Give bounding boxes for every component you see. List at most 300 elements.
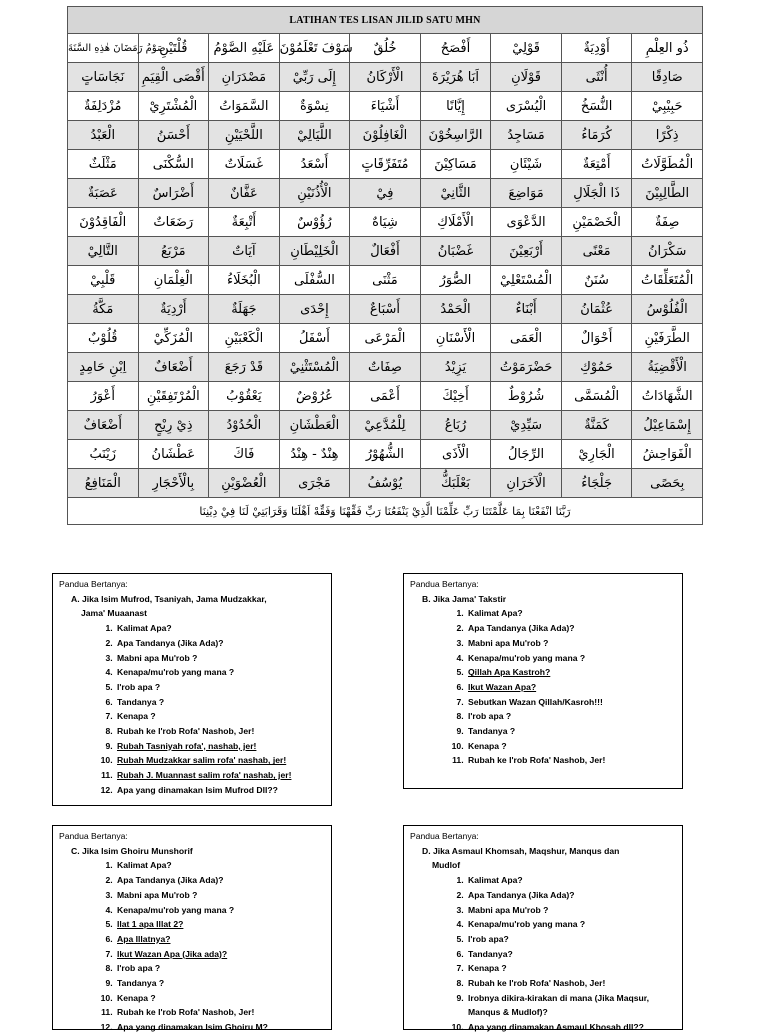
question-item (466, 932, 676, 947)
arabic-word: الْيُسْرَى (505, 98, 547, 114)
prayer-row (68, 498, 703, 525)
question-item (115, 621, 325, 636)
word-cell (279, 266, 350, 295)
word-cell (561, 208, 632, 237)
question-item (115, 680, 325, 695)
arabic-word: شَيْئَانِ (509, 156, 543, 172)
question-item (115, 917, 325, 932)
arabic-word: مَثْلَثٌ (88, 156, 117, 172)
arabic-word: أَعْمَى (370, 388, 400, 404)
arabic-word: نَجَاسَاتٍ (81, 69, 125, 85)
guide-box-d (403, 825, 683, 1033)
question-text: Rubah Tasniyah rofa', nashab, jer! (117, 740, 257, 751)
arabic-word: كَمَنَّةٌ (584, 417, 609, 433)
arabic-word: اَبَا هُرَيْرَةَ (432, 69, 479, 85)
word-cell (632, 208, 703, 237)
question-item (115, 739, 325, 754)
word-cell (279, 179, 350, 208)
table-row (68, 34, 703, 63)
word-cell (491, 208, 562, 237)
table-row (68, 92, 703, 121)
word-cell (350, 92, 421, 121)
question-text: Apa Tandanya (Jika Ada)? (468, 623, 575, 634)
arabic-word: أَعْوَرُ (90, 388, 115, 404)
word-cell (491, 382, 562, 411)
word-cell (68, 179, 139, 208)
question-text: Kenapa/mu'rob yang mana ? (117, 904, 235, 915)
guide-title: Pandua Bertanya: (59, 579, 128, 589)
word-cell (138, 266, 209, 295)
word-cell (420, 295, 491, 324)
question-text: Kenapa ? (117, 711, 156, 722)
word-cell (350, 295, 421, 324)
arabic-word: أَسْفَلُ (298, 330, 330, 346)
word-cell (632, 324, 703, 353)
table-row (68, 440, 703, 469)
word-cell (561, 266, 632, 295)
word-cell (491, 411, 562, 440)
word-cell (491, 121, 562, 150)
word-cell (491, 34, 562, 63)
arabic-word: اللَّيَالِيْ (297, 127, 332, 143)
vocabulary-table (67, 6, 703, 525)
question-text: I'rob apa ? (117, 963, 161, 974)
arabic-word: الْأُذُنَيْنِ (297, 185, 332, 201)
question-item (466, 888, 676, 903)
word-cell (279, 150, 350, 179)
arabic-word: الْجَارِيْ (578, 446, 615, 462)
arabic-word: الْحَمْدُ (440, 301, 471, 317)
arabic-word: الْأَسْنَانِ (435, 330, 476, 346)
arabic-word: مَثْنَى (372, 272, 398, 288)
word-cell (209, 469, 280, 498)
arabic-word: ذَا الْجَلَالِ (573, 185, 620, 201)
word-cell (420, 469, 491, 498)
arabic-word: السَّمَوَاتُ (219, 98, 269, 114)
word-cell (138, 237, 209, 266)
arabic-word: مَرْبَعُ (160, 243, 186, 259)
arabic-word: الْمُسْتَثْنِيْ (289, 359, 340, 375)
word-cell (209, 34, 280, 63)
arabic-word: الْأَقْضِيَةُ (647, 359, 687, 375)
arabic-word: الْحُدُوْدُ (226, 417, 262, 433)
word-cell (561, 63, 632, 92)
arabic-word: مُزْدَلِفَةٌ (84, 98, 122, 114)
question-item (115, 1020, 325, 1035)
arabic-word: الرَّاسِخُوْنَ (428, 127, 483, 143)
question-item (466, 917, 676, 932)
word-cell (138, 440, 209, 469)
question-item (115, 888, 325, 903)
guide-title: Pandua Bertanya: (410, 579, 479, 589)
guide-heading: Jama' Muaanast (81, 608, 148, 619)
word-cell (350, 469, 421, 498)
arabic-word: الْغَافِلُوْنَ (362, 127, 408, 143)
word-cell (420, 121, 491, 150)
word-cell (632, 266, 703, 295)
arabic-word: يَعْقُوْبُ (226, 388, 262, 404)
arabic-word: أُنْثَى (585, 69, 608, 85)
question-text: Rubah ke I'rob Rofa' Nashob, Jer! (468, 978, 606, 989)
question-item (115, 695, 325, 710)
arabic-word: أَفْصَحُ (440, 40, 471, 56)
word-cell (350, 63, 421, 92)
word-cell (279, 208, 350, 237)
word-cell (138, 150, 209, 179)
question-text: Apa Tandanya (Jika Ada)? (468, 889, 575, 900)
question-item (115, 651, 325, 666)
word-cell (138, 63, 209, 92)
word-cell (420, 353, 491, 382)
question-item (466, 903, 676, 918)
word-cell (420, 34, 491, 63)
arabic-word: اللَّحْيَيْنِ (224, 127, 263, 143)
arabic-word: أَرْبَعِيْنَ (509, 243, 543, 259)
question-text: Kalimat Apa? (117, 623, 172, 634)
arabic-word: أَحْوَالٌ (580, 330, 613, 346)
word-cell (420, 324, 491, 353)
word-cell (350, 411, 421, 440)
question-item (466, 724, 676, 739)
arabic-word: الْمُسْتَعْلِيْ (500, 272, 553, 288)
question-text: Apa yang dinamakan Isim Ghoiru M? (117, 1022, 268, 1033)
arabic-word: زَيْنَبُ (89, 446, 117, 462)
question-text: Ikut Wazan Apa? (468, 681, 537, 692)
word-cell (209, 92, 280, 121)
table-row (68, 324, 703, 353)
arabic-word: مَجْرَى (298, 475, 331, 491)
arabic-word: الْبُخَلَاءُ (226, 272, 261, 288)
arabic-word: الْفَوَاحِشُ (642, 446, 692, 462)
arabic-word: أَقْصَى الْقِيَمِ (141, 69, 205, 85)
guide-heading: B. Jika Jama' Takstir (422, 593, 507, 604)
question-text: Apa Tandanya (Jika Ada)? (117, 637, 224, 648)
question-text: Apa Illatnya? (117, 933, 171, 944)
question-text: Qillah Apa Kastroh? (468, 667, 551, 678)
word-cell (350, 150, 421, 179)
arabic-word: الرِّجَالُ (507, 446, 545, 462)
arabic-word: شِيَاهٌ (372, 214, 398, 230)
arabic-word: مَعْنًى (582, 243, 611, 259)
word-cell (561, 179, 632, 208)
word-cell (279, 469, 350, 498)
word-cell (138, 411, 209, 440)
arabic-word: صَوْمُ رَمَضَانَ هٰذِهِ السَّنَةَ (68, 42, 166, 54)
word-cell (68, 208, 139, 237)
question-text: Rubah J. Muannast salim rofa' nashab, jer! (117, 770, 292, 781)
arabic-word: مَسَاكِيْنَ (434, 156, 477, 172)
table-title: LATIHAN TES LISAN JILID SATU MHN (68, 7, 703, 34)
word-cell (138, 121, 209, 150)
question-item (115, 932, 325, 947)
word-cell (209, 382, 280, 411)
arabic-word: رُؤُوْسٌ (297, 214, 332, 230)
word-cell (420, 237, 491, 266)
arabic-word: بِحَصًى (650, 475, 685, 491)
word-cell (138, 382, 209, 411)
arabic-word: بَعْلَبَكُّ (440, 475, 471, 491)
question-text: Kenapa ? (117, 992, 156, 1003)
word-cell (420, 92, 491, 121)
arabic-word: أَفْعَالٌ (370, 243, 400, 259)
arabic-word: النُّسَخُ (580, 98, 613, 114)
word-cell (279, 353, 350, 382)
word-cell (68, 121, 139, 150)
question-text: Kalimat Apa? (117, 860, 172, 871)
question-item (115, 783, 325, 798)
guide-heading: C. Jika Isim Ghoiru Munshorif (71, 845, 193, 856)
arabic-word: قَدْ رَجَعَ (224, 359, 264, 375)
table-row (68, 295, 703, 324)
word-cell (350, 121, 421, 150)
word-cell (491, 295, 562, 324)
word-cell (632, 237, 703, 266)
question-text: Irobnya dikira-kirakan di mana (Jika Maqsur, Manqus & Mudlof)? (468, 992, 650, 1018)
question-text: Kenapa/mu'rob yang mana ? (468, 919, 586, 930)
arabic-word: أَتْبِعَةٌ (231, 214, 257, 230)
word-cell (491, 92, 562, 121)
question-text: Tandanya? (468, 948, 513, 959)
arabic-word: الشُّهُوْرُ (365, 446, 405, 462)
word-cell (491, 237, 562, 266)
guide-box-c (52, 825, 332, 1033)
question-item (466, 873, 676, 888)
arabic-word: أَضْعَافٌ (83, 417, 122, 433)
word-cell (68, 150, 139, 179)
question-text: Tandanya ? (468, 726, 516, 737)
question-text: Apa yang dinamakan Isim Mufrod Dll?? (117, 784, 278, 795)
arabic-word: مَسَاجِدُ (507, 127, 545, 143)
word-cell (138, 353, 209, 382)
question-text: Kalimat Apa? (468, 608, 523, 619)
word-cell (632, 63, 703, 92)
arabic-word: الْعَطْشَانِ (289, 417, 340, 433)
arabic-word: الطَّرَفَيْنِ (644, 330, 690, 346)
word-cell (420, 179, 491, 208)
question-text: Tandanya ? (117, 978, 165, 989)
arabic-word: فِيْ (376, 185, 394, 201)
word-cell (68, 382, 139, 411)
arabic-word: حَمُوْكِ (580, 359, 614, 375)
question-text: Rubah ke I'rob Rofa' Nashob, Jer! (117, 1007, 255, 1018)
table-row (68, 121, 703, 150)
question-item (115, 665, 325, 680)
word-cell (209, 266, 280, 295)
word-cell (209, 150, 280, 179)
arabic-word: رَضَعَاتٌ (153, 214, 194, 230)
question-text: Sebutkan Wazan Qillah/Kasroh!!! (468, 696, 603, 707)
arabic-word: الْمُرْتَفِقَيْنِ (146, 388, 200, 404)
word-cell (209, 208, 280, 237)
arabic-word: حَبِيْبِيْ (651, 98, 683, 114)
arabic-word: سَوْفَ تَعْلَمُوْنَ (279, 40, 353, 56)
word-cell (68, 34, 166, 63)
word-cell (420, 440, 491, 469)
question-text: Mabni apa Mu'rob ? (117, 889, 198, 900)
question-item (115, 753, 325, 768)
word-cell (279, 295, 350, 324)
question-text: Mabni apa Mu'rob ? (468, 637, 549, 648)
question-item (466, 621, 676, 636)
question-text: I'rob apa ? (468, 711, 512, 722)
arabic-word: أَرْدِيَةٌ (160, 301, 187, 317)
arabic-word: أَبْنَاءٌ (515, 301, 537, 317)
question-item (115, 768, 325, 783)
question-text: Apa yang dinamakan Asmaul Khosah dll?? (468, 1022, 644, 1033)
word-cell (209, 324, 280, 353)
arabic-word: ذِيْ رِيْحٍ (154, 417, 193, 433)
word-cell (561, 295, 632, 324)
question-item (466, 651, 676, 666)
arabic-word: ذُو العِلْمِ (645, 40, 689, 56)
word-cell (491, 179, 562, 208)
arabic-word: الْمَرْعَى (364, 330, 406, 346)
arabic-word: أَسْعَدُ (300, 156, 329, 172)
question-item (466, 709, 676, 724)
arabic-word: سَكْرَانُ (647, 243, 687, 259)
word-cell (279, 237, 350, 266)
question-list (59, 621, 325, 797)
word-cell (209, 353, 280, 382)
arabic-word: غَسَلَاتٌ (224, 156, 264, 172)
word-cell (561, 237, 632, 266)
word-cell (561, 324, 632, 353)
word-cell (561, 440, 632, 469)
word-cell (420, 63, 491, 92)
arabic-word: الْفَاقِدُوْنَ (79, 214, 127, 230)
question-item (466, 636, 676, 651)
arabic-word: الثَّانِيْ (440, 185, 471, 201)
arabic-word: مَكَّةُ (92, 301, 114, 317)
question-item (466, 606, 676, 621)
word-cell (420, 150, 491, 179)
table-row (68, 382, 703, 411)
question-item (115, 961, 325, 976)
table-row (68, 63, 703, 92)
arabic-word: الْأَذَى (442, 446, 469, 462)
arabic-word: قَوْلَانِ (511, 69, 541, 85)
word-cell (632, 121, 703, 150)
word-cell (68, 237, 139, 266)
arabic-word: الْعَبْدُ (90, 127, 116, 143)
arabic-word: سُنَنٌ (584, 272, 609, 288)
word-cell (68, 295, 139, 324)
arabic-word: حَضْرَمَوْتُ (499, 359, 553, 375)
word-cell (561, 469, 632, 498)
word-cell (420, 411, 491, 440)
arabic-word: قُلْتَيْنِ (159, 40, 188, 56)
word-cell (491, 353, 562, 382)
question-text: Rubah ke I'rob Rofa' Nashob, Jer! (117, 726, 255, 737)
question-item (466, 961, 676, 976)
guide-heading: Mudlof (432, 860, 461, 871)
table-row (68, 353, 703, 382)
word-cell (420, 208, 491, 237)
arabic-word: إِلَى رَبِّيْ (292, 69, 337, 85)
table-row (68, 411, 703, 440)
word-cell (632, 295, 703, 324)
arabic-word: الشَّهَادَاتُ (641, 388, 693, 404)
question-item (115, 1005, 325, 1020)
arabic-word: أَمْتِعَةٌ (582, 156, 611, 172)
arabic-word: اِبْنِ حَامِدٍ (79, 359, 127, 375)
closing-prayer: رَبَّنَا انْفَعْنَا بِمَا عَلَّمْتَنَا رَبِّ عَلِّمْنَا الَّذِيْ يَنْفَعُنَا رَبِّ فَقِّهْنَا وَفَقِّهْ اَهْلَنَا وَقَرَابَتِيْ لَنَا فِيْ دِيْنِنَا (68, 498, 703, 525)
word-cell (632, 150, 703, 179)
table-row (68, 150, 703, 179)
arabic-word: الْأَرْكَانُ (366, 69, 404, 85)
word-cell (632, 440, 703, 469)
guide-heading: D. Jika Asmaul Khomsah, Maqshur, Manqus dan (422, 845, 620, 856)
arabic-word: شُرُوْطٌ (507, 388, 545, 404)
word-cell (350, 266, 421, 295)
arabic-word: الْفُلُوْسُ (646, 301, 688, 317)
question-item (115, 976, 325, 991)
arabic-word: عَطْشَانُ (151, 446, 196, 462)
word-cell (68, 63, 139, 92)
arabic-word: إِسْمَاعِيْلُ (643, 417, 691, 433)
word-cell (279, 382, 350, 411)
question-item (466, 695, 676, 710)
arabic-word: التَّالِيْ (87, 243, 118, 259)
word-cell (209, 179, 280, 208)
arabic-word: عَلَيْهِ الصَّوْمُ (213, 40, 275, 56)
arabic-word: الْمُطَوَّلَاتُ (641, 156, 694, 172)
table-row (68, 266, 703, 295)
question-item (466, 680, 676, 695)
question-text: Apa Tandanya (Jika Ada)? (117, 875, 224, 886)
word-cell (209, 440, 280, 469)
guide-box-b (403, 573, 683, 789)
word-cell (209, 411, 280, 440)
arabic-word: أَشْيَاءَ (370, 98, 400, 114)
arabic-word: عُثْمَانُ (580, 301, 613, 317)
arabic-word: الْعَمَى (509, 330, 543, 346)
arabic-word: آيَاتٌ (232, 243, 256, 259)
arabic-word: قَوْلِيْ (512, 40, 540, 56)
word-cell (350, 208, 421, 237)
word-cell (491, 469, 562, 498)
arabic-word: الْخَلِيْطَانِ (290, 243, 339, 259)
arabic-word: أَحْسَنُ (156, 127, 190, 143)
arabic-word: يُوْسُفُ (367, 475, 403, 491)
arabic-word: السُّكْنَى (152, 156, 194, 172)
question-text: Mabni apa Mu'rob ? (468, 904, 549, 915)
arabic-word: مُتَفَرِّقَاتٍ (361, 156, 409, 172)
table-title-row (68, 7, 703, 34)
arabic-word: مَوَاضِعَ (508, 185, 544, 201)
word-cell (68, 411, 139, 440)
arabic-word: الْمُشْتَرِيْ (149, 98, 198, 114)
word-cell (561, 121, 632, 150)
arabic-word: قَلْبِيْ (90, 272, 116, 288)
question-text: Rubah Mudzakkar salim rofa' nashab, jer! (117, 755, 287, 766)
word-cell (632, 179, 703, 208)
arabic-word: الطَّالِبِيْنَ (645, 185, 690, 201)
arabic-word: جَهَلَةٌ (231, 301, 257, 317)
arabic-word: أَوْدِيَةٌ (583, 40, 610, 56)
question-item (115, 903, 325, 918)
table-row (68, 208, 703, 237)
question-item (466, 1020, 676, 1035)
question-item (115, 873, 325, 888)
arabic-word: أَضْرَاسٌ (152, 185, 194, 201)
word-cell (138, 469, 209, 498)
question-text: Kalimat Apa? (468, 875, 523, 886)
question-item (115, 709, 325, 724)
word-cell (350, 179, 421, 208)
arabic-word: رُبَاعُ (444, 417, 467, 433)
arabic-word: مَصْدَرَانِ (221, 69, 267, 85)
